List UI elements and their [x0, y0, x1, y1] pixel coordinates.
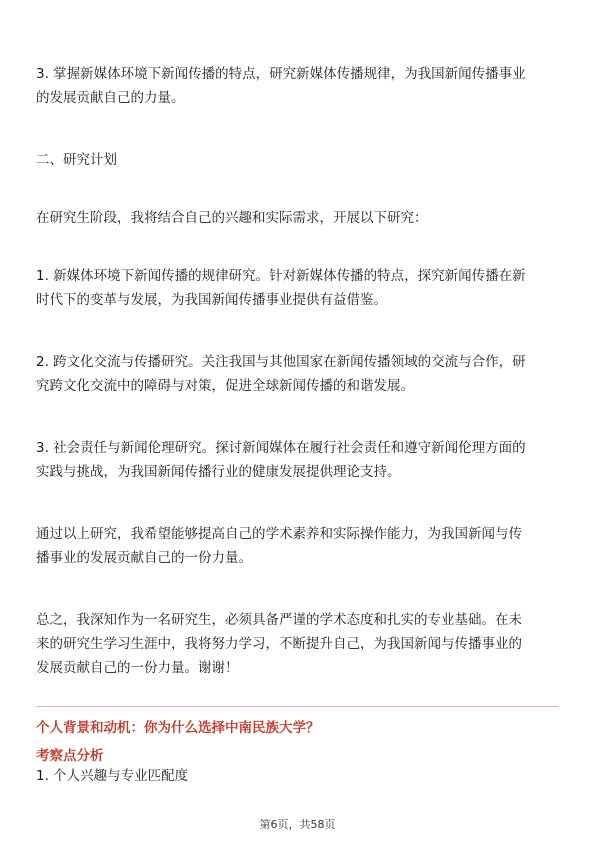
paragraph-item3-intro: [36, 62, 561, 110]
analysis-point-1: 1. 个人兴趣与专业匹配度: [36, 768, 189, 784]
paragraph-plan-item-3: [36, 436, 561, 484]
text-line: 通过以上研究，我希望能够提高自己的学术素养和实际操作能力，为我国新闻与传: [36, 526, 522, 542]
paragraph-plan-item-1: [36, 264, 561, 312]
paragraph-goal: [36, 522, 561, 570]
text-line: 的发展贡献自己的力量。: [36, 90, 185, 106]
page-number: 第6页，共58页: [259, 818, 336, 831]
divider: [36, 706, 559, 707]
paragraph-plan-item-2: [36, 350, 561, 398]
text-line: 来的研究生学习生涯中，我将努力学习，不断提升自己，为我国新闻与传播事业的: [36, 636, 522, 652]
analysis-heading: 考察点分析: [36, 748, 104, 764]
text-line: 发展贡献自己的一份力量。谢谢！: [36, 660, 239, 676]
text-line: 播事业的发展贡献自己的一份力量。: [36, 550, 252, 566]
text-line: 1. 新媒体环境下新闻传播的规律研究。针对新媒体传播的特点，探究新闻传播在新: [36, 268, 526, 284]
paragraph-conclusion: [36, 608, 561, 680]
interview-question: 个人背景和动机：你为什么选择中南民族大学？: [36, 720, 320, 736]
section-heading-research-plan: 二、研究计划: [36, 152, 117, 168]
paragraph-plan-intro: 在研究生阶段，我将结合自己的兴趣和实际需求，开展以下研究：: [36, 210, 428, 226]
text-line: 3. 社会责任与新闻伦理研究。探讨新闻媒体在履行社会责任和遵守新闻伦理方面的: [36, 440, 526, 456]
text-line: 3. 掌握新媒体环境下新闻传播的特点，研究新媒体传播规律，为我国新闻传播事业: [36, 66, 526, 82]
text-line: 究跨文化交流中的障碍与对策，促进全球新闻传播的和谐发展。: [36, 378, 414, 394]
text-line: 实践与挑战，为我国新闻传播行业的健康发展提供理论支持。: [36, 464, 401, 480]
text-line: 总之，我深知作为一名研究生，必须具备严谨的学术态度和扎实的专业基础。在未: [36, 612, 522, 628]
text-line: 时代下的变革与发展，为我国新闻传播事业提供有益借鉴。: [36, 292, 387, 308]
text-line: 2. 跨文化交流与传播研究。关注我国与其他国家在新闻传播领域的交流与合作，研: [36, 354, 526, 370]
